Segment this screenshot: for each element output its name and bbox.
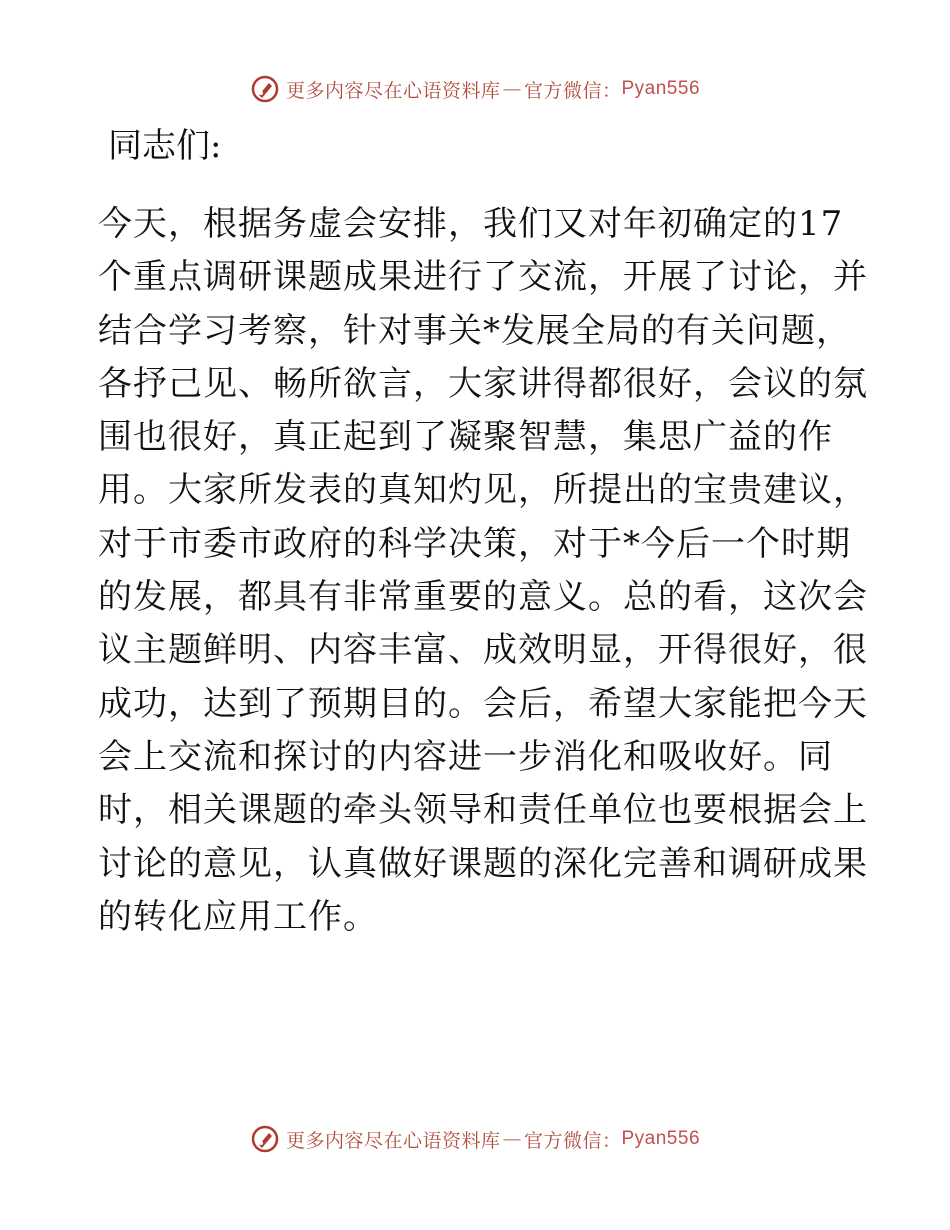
paragraph-line: 围也很好，真正起到了凝聚智慧，集思广益的作 bbox=[98, 417, 833, 458]
paragraph-line: 讨论的意见，认真做好课题的深化完善和调研成果 bbox=[98, 843, 868, 884]
footer-watermark-banner bbox=[0, 1124, 950, 1154]
paragraph-line: 结合学习考察，针对事关*发展全局的有关问题， bbox=[98, 310, 851, 351]
paragraph-line: 各抒己见、畅所欲言，大家讲得都很好，会议的氛 bbox=[98, 363, 868, 404]
paragraph-line: 的转化应用工作。 bbox=[98, 896, 378, 937]
pen-nib-logo-icon bbox=[250, 74, 280, 104]
banner-wechat-handle: Pyan556 bbox=[621, 1128, 701, 1149]
paragraph-line: 的发展，都具有非常重要的意义。总的看，这次会 bbox=[98, 577, 868, 618]
banner-site-text: 更多内容尽在心语资料库 bbox=[285, 1129, 501, 1152]
salutation: 同志们: bbox=[108, 126, 222, 166]
paragraph-line: 会上交流和探讨的内容进一步消化和吸收好。同 bbox=[98, 736, 833, 777]
banner-separator: — bbox=[502, 78, 522, 100]
header-watermark-banner bbox=[0, 74, 950, 104]
paragraph-line: 议主题鲜明、内容丰富、成效明显，开得很好，很 bbox=[98, 630, 868, 671]
paragraph-line: 成功，达到了预期目的。会后，希望大家能把今天 bbox=[98, 683, 868, 724]
pen-nib-logo-icon bbox=[250, 1124, 280, 1154]
banner-site-text: 更多内容尽在心语资料库 bbox=[285, 79, 501, 102]
banner-wechat-handle: Pyan556 bbox=[621, 78, 701, 99]
paragraph-line: 时，相关课题的牵头领导和责任单位也要根据会上 bbox=[98, 790, 868, 831]
paragraph-line: 对于市委市政府的科学决策，对于*今后一个时期 bbox=[98, 523, 851, 564]
banner-separator: — bbox=[502, 1128, 522, 1150]
banner-wechat-label: 官方微信： bbox=[523, 1129, 622, 1152]
banner-wechat-label: 官方微信： bbox=[523, 79, 622, 102]
paragraph-line: 今天，根据务虚会安排，我们又对年初确定的17 bbox=[98, 204, 844, 244]
paragraph-line: 个重点调研课题成果进行了交流，开展了讨论，并 bbox=[98, 257, 868, 298]
body-paragraph bbox=[98, 198, 868, 944]
paragraph-line: 用。大家所发表的真知灼见，所提出的宝贵建议， bbox=[98, 470, 868, 511]
